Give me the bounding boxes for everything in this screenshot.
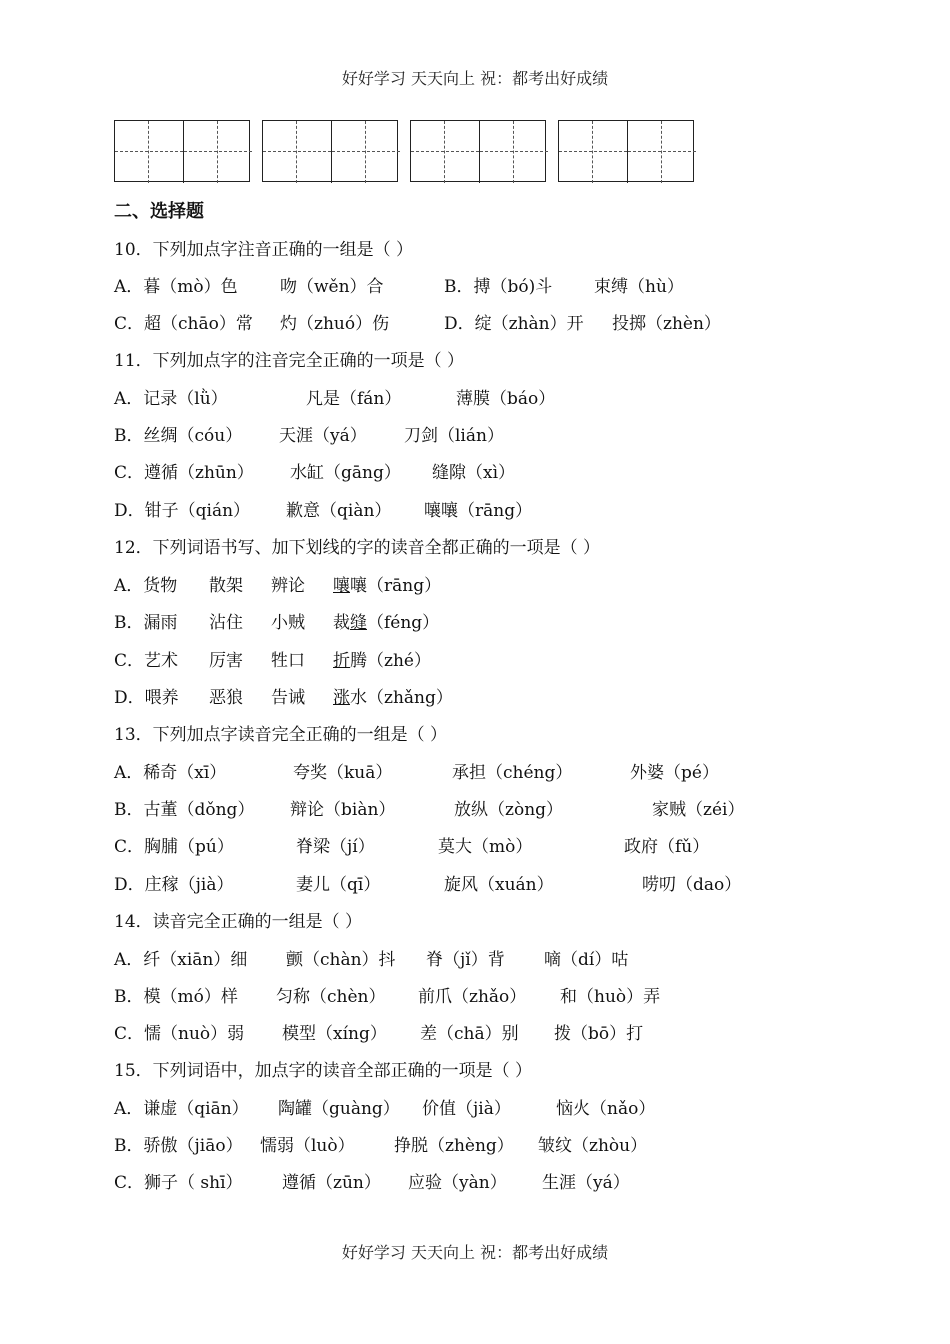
option-word: 辨论 bbox=[271, 576, 305, 596]
option-word: 嚷嚷（rāng） bbox=[424, 501, 533, 521]
option-a-word: 吻（wěn）合 bbox=[280, 277, 384, 297]
option-word: 水缸（gāng） bbox=[290, 463, 401, 483]
option-word: 模型（xíng） bbox=[282, 1024, 387, 1044]
option-word: 匀称（chèn） bbox=[276, 987, 386, 1007]
option-a: A．记录（lǜ） bbox=[114, 389, 228, 409]
option-a: A．稀奇（xī） bbox=[114, 763, 227, 783]
option-c: C．超（chāo）常 bbox=[114, 314, 253, 334]
option-a: A．谦虚（qiān） bbox=[114, 1099, 249, 1119]
option-word: 脊（jǐ）背 bbox=[426, 950, 505, 970]
option-word: 夸奖（kuā） bbox=[293, 763, 393, 783]
option-word: 遵循（zūn） bbox=[282, 1173, 381, 1193]
option-word: 恶狼 bbox=[209, 688, 243, 708]
option-word: 拨（bō）打 bbox=[554, 1024, 644, 1044]
option-word: 恼火（nǎo） bbox=[556, 1099, 656, 1119]
option-word: 应验（yàn） bbox=[408, 1173, 507, 1193]
tianzige-box bbox=[262, 120, 398, 182]
word-rest: 水（zhǎng） bbox=[350, 688, 453, 708]
option-word: 脊梁（jí） bbox=[296, 837, 375, 857]
option-word: 妻儿（qī） bbox=[296, 875, 381, 895]
option-b: B．搏（bó)斗 bbox=[444, 277, 553, 297]
option-c: C．遵循（zhūn） bbox=[114, 463, 254, 483]
option-b: B．丝绸（cóu） bbox=[114, 426, 243, 446]
underlined-word bbox=[333, 608, 439, 633]
underlined-char: 缝 bbox=[350, 613, 367, 633]
option-word: 生涯（yá） bbox=[542, 1173, 630, 1193]
option-c: C．狮子（ shī） bbox=[114, 1173, 243, 1193]
word-rest: 嚷（rāng） bbox=[350, 576, 442, 596]
word-rest: 腾（zhé） bbox=[350, 651, 431, 671]
option-a: A．暮（mò）色 bbox=[114, 277, 238, 297]
option-b: B．漏雨 bbox=[114, 613, 178, 633]
option-c: C．懦（nuò）弱 bbox=[114, 1024, 245, 1044]
option-word: 牲口 bbox=[271, 651, 305, 671]
option-word: 家贼（zéi） bbox=[652, 800, 745, 820]
underlined-word bbox=[333, 683, 453, 708]
option-d: D．喂养 bbox=[114, 688, 179, 708]
option-b: B．古董（dǒng） bbox=[114, 800, 255, 820]
option-word: 前爪（zhǎo） bbox=[418, 987, 527, 1007]
question-stem: 15．下列词语中，加点字的读音全部正确的一项是（ ） bbox=[114, 1061, 533, 1081]
question-stem: 12．下列词语书写、加下划线的字的读音全都正确的一项是（ ） bbox=[114, 538, 601, 558]
option-c-word: 灼（zhuó）伤 bbox=[280, 314, 390, 334]
option-word: 小贼 bbox=[271, 613, 305, 633]
option-word: 辩论（biàn） bbox=[290, 800, 396, 820]
underlined-char: 涨 bbox=[333, 688, 350, 708]
option-word: 放纵（zòng） bbox=[454, 800, 564, 820]
option-word: 颤（chàn）抖 bbox=[286, 950, 396, 970]
tianzige-box bbox=[410, 120, 546, 182]
tianzige-box bbox=[558, 120, 694, 182]
question-stem: 13．下列加点字读音完全正确的一组是（ ） bbox=[114, 725, 448, 745]
option-a: A．货物 bbox=[114, 576, 178, 596]
option-word: 告诫 bbox=[271, 688, 305, 708]
option-d-word: 投掷（zhèn） bbox=[612, 314, 721, 334]
option-d: D．钳子（qián） bbox=[114, 501, 251, 521]
question-stem: 11．下列加点字的注音完全正确的一项是（ ） bbox=[114, 351, 465, 371]
option-word: 承担（chéng） bbox=[452, 763, 573, 783]
option-word: 莫大（mò） bbox=[438, 837, 533, 857]
option-b: B．模（mó）样 bbox=[114, 987, 238, 1007]
option-word: 懦弱（luò） bbox=[260, 1136, 355, 1156]
option-c: C．胸脯（pú） bbox=[114, 837, 234, 857]
word-prefix: 裁 bbox=[333, 613, 350, 633]
option-word: 天涯（yá） bbox=[279, 426, 367, 446]
option-word: 皱纹（zhòu） bbox=[538, 1136, 648, 1156]
option-b: B．骄傲（jiāo） bbox=[114, 1136, 243, 1156]
option-word: 散架 bbox=[209, 576, 243, 596]
option-b-word: 束缚（hù） bbox=[594, 277, 684, 297]
underlined-word bbox=[333, 646, 431, 671]
option-word: 沾住 bbox=[209, 613, 243, 633]
option-word: 凡是（fán） bbox=[306, 389, 402, 409]
option-word: 价值（jià） bbox=[422, 1099, 511, 1119]
section-title: 二、选择题 bbox=[114, 201, 204, 222]
option-word: 陶罐（guàng） bbox=[278, 1099, 400, 1119]
underlined-word bbox=[333, 571, 441, 596]
option-word: 缝隙（xì） bbox=[432, 463, 516, 483]
question-stem: 10．下列加点字注音正确的一组是（ ） bbox=[114, 240, 414, 260]
option-word: 外婆（pé） bbox=[630, 763, 719, 783]
option-word: 和（huò）弄 bbox=[560, 987, 661, 1007]
option-word: 挣脱（zhèng） bbox=[394, 1136, 514, 1156]
option-word: 厉害 bbox=[209, 651, 243, 671]
option-word: 薄膜（báo） bbox=[456, 389, 556, 409]
page-footer: 好好学习 天天向上 祝：都考出好成绩 bbox=[341, 1243, 609, 1262]
page-header: 好好学习 天天向上 祝：都考出好成绩 bbox=[341, 69, 609, 88]
option-d: D．绽（zhàn）开 bbox=[444, 314, 584, 334]
underlined-char: 嚷 bbox=[333, 576, 350, 596]
question-stem: 14．读音完全正确的一组是（ ） bbox=[114, 912, 363, 932]
underlined-char: 折 bbox=[333, 651, 350, 671]
option-a: A．纤（xiān）细 bbox=[114, 950, 248, 970]
option-word: 嘀（dí）咕 bbox=[544, 950, 629, 970]
tianzige-box bbox=[114, 120, 250, 182]
option-c: C．艺术 bbox=[114, 651, 179, 671]
option-word: 刀剑（lián） bbox=[404, 426, 504, 446]
option-word: 歉意（qiàn） bbox=[286, 501, 392, 521]
word-rest: （féng） bbox=[367, 613, 440, 633]
option-word: 旋风（xuán） bbox=[444, 875, 554, 895]
option-word: 差（chā）别 bbox=[420, 1024, 519, 1044]
option-d: D．庄稼（jià） bbox=[114, 875, 234, 895]
option-word: 政府（fǔ） bbox=[624, 837, 710, 857]
option-word: 唠叨（dao） bbox=[642, 875, 742, 895]
